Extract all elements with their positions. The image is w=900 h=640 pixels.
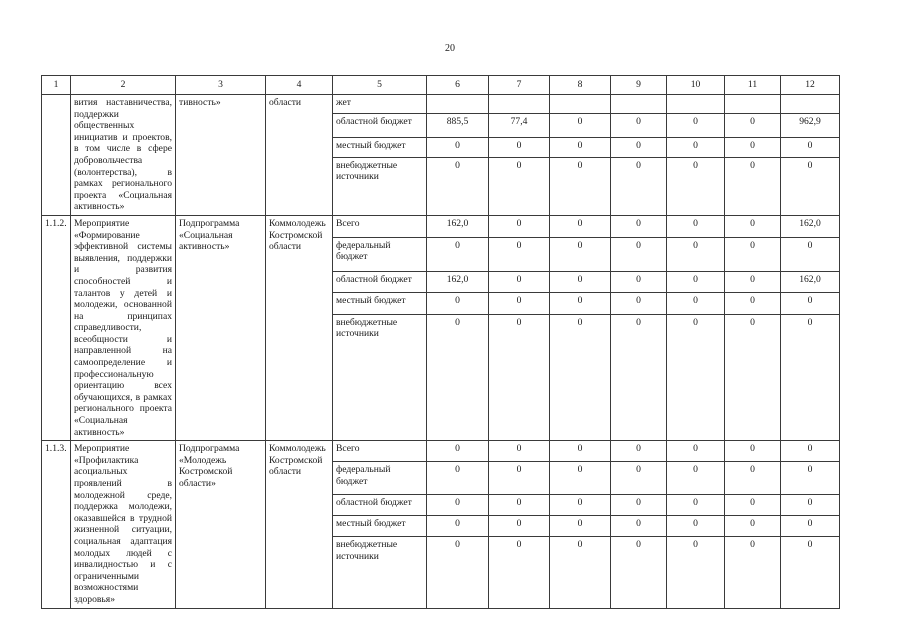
value-cell: 0 xyxy=(725,314,781,440)
value-cell: 885,5 xyxy=(427,113,489,137)
value-cell: 0 xyxy=(427,516,489,537)
value-cell: 0 xyxy=(489,462,550,495)
value-cell: 0 xyxy=(667,516,725,537)
value-cell: 0 xyxy=(427,495,489,516)
value-cell: 0 xyxy=(550,113,611,137)
value-cell: 0 xyxy=(667,215,725,237)
value-cell xyxy=(781,95,840,114)
value-cell: 0 xyxy=(725,215,781,237)
value-cell: 0 xyxy=(781,314,840,440)
table-header-row xyxy=(42,76,840,95)
value-cell: 0 xyxy=(667,237,725,271)
funding-source: федеральный бюджет xyxy=(333,462,427,495)
table-row xyxy=(42,441,840,462)
funding-source: областной бюджет xyxy=(333,271,427,293)
value-cell: 162,0 xyxy=(781,215,840,237)
value-cell: 0 xyxy=(489,215,550,237)
table-row xyxy=(42,95,840,114)
funding-source: областной бюджет xyxy=(333,113,427,137)
funding-source: внебюджетные источники xyxy=(333,157,427,215)
value-cell: 0 xyxy=(611,157,667,215)
value-cell xyxy=(725,95,781,114)
value-cell xyxy=(550,95,611,114)
activity-description: Мероприятие «Формирование эффективной системы выявления, поддержки и развития способностей и талантов у детей и молодежи, основанной на принципах справедливости, всеобщности и направленной на самоопределение и профессиональную ориентацию всех обучающихся, в рамках регионального проекта «Социальная активность» xyxy=(71,215,176,440)
value-cell: 0 xyxy=(550,157,611,215)
program-name: Подпрограмма «Социальная активность» xyxy=(176,215,266,440)
row-code: 1.1.2. xyxy=(42,215,71,440)
funding-source: федеральный бюджет xyxy=(333,237,427,271)
value-cell: 0 xyxy=(725,441,781,462)
value-cell: 0 xyxy=(550,137,611,157)
value-cell: 0 xyxy=(489,137,550,157)
column-header: 4 xyxy=(266,76,333,95)
value-cell: 0 xyxy=(427,462,489,495)
funding-source: Всего xyxy=(333,441,427,462)
value-cell: 0 xyxy=(725,137,781,157)
value-cell: 0 xyxy=(667,495,725,516)
activity-description: Мероприятие «Профилактика асоциальных проявлений в молодежной среде, поддержка молодежи, оказавшейся в трудной жизненной ситуации, социальная адаптация молодых людей с инвалидностью и с ограниченными возможностями здоровья» xyxy=(71,441,176,608)
value-cell: 162,0 xyxy=(781,271,840,293)
value-cell: 0 xyxy=(611,314,667,440)
value-cell: 0 xyxy=(781,137,840,157)
value-cell: 0 xyxy=(611,271,667,293)
value-cell: 0 xyxy=(427,293,489,315)
row-code: 1.1.3. xyxy=(42,441,71,608)
column-header: 12 xyxy=(781,76,840,95)
value-cell: 0 xyxy=(489,495,550,516)
value-cell: 0 xyxy=(550,462,611,495)
value-cell: 0 xyxy=(427,441,489,462)
value-cell: 0 xyxy=(667,113,725,137)
executor-name: области xyxy=(266,95,333,216)
column-header: 3 xyxy=(176,76,266,95)
activity-description: вития наставничества, поддержки общественных инициатив и проектов, в том числе в сфере добровольчества (волонтерства), в рамках регионального проекта «Социальная активность» xyxy=(71,95,176,216)
value-cell: 0 xyxy=(427,314,489,440)
value-cell: 0 xyxy=(667,314,725,440)
value-cell: 0 xyxy=(611,441,667,462)
value-cell: 0 xyxy=(550,516,611,537)
value-cell: 0 xyxy=(550,271,611,293)
value-cell: 0 xyxy=(781,293,840,315)
program-name: Подпрограмма «Молодежь Костромской области» xyxy=(176,441,266,608)
value-cell: 0 xyxy=(550,536,611,608)
value-cell: 0 xyxy=(550,237,611,271)
value-cell: 0 xyxy=(667,157,725,215)
value-cell: 0 xyxy=(611,516,667,537)
value-cell: 0 xyxy=(611,237,667,271)
value-cell: 0 xyxy=(611,293,667,315)
value-cell: 0 xyxy=(489,237,550,271)
value-cell: 0 xyxy=(667,462,725,495)
funding-source: местный бюджет xyxy=(333,137,427,157)
column-header: 5 xyxy=(333,76,427,95)
value-cell: 0 xyxy=(781,516,840,537)
value-cell: 0 xyxy=(489,516,550,537)
value-cell: 0 xyxy=(427,157,489,215)
value-cell: 0 xyxy=(550,495,611,516)
value-cell: 0 xyxy=(550,314,611,440)
value-cell: 0 xyxy=(781,441,840,462)
value-cell: 962,9 xyxy=(781,113,840,137)
program-name: тивность» xyxy=(176,95,266,216)
funding-source: Всего xyxy=(333,215,427,237)
column-header: 6 xyxy=(427,76,489,95)
column-header: 8 xyxy=(550,76,611,95)
value-cell: 0 xyxy=(489,314,550,440)
column-header: 10 xyxy=(667,76,725,95)
value-cell: 0 xyxy=(725,516,781,537)
value-cell: 0 xyxy=(611,113,667,137)
value-cell: 0 xyxy=(781,462,840,495)
value-cell: 162,0 xyxy=(427,271,489,293)
value-cell xyxy=(667,95,725,114)
value-cell: 0 xyxy=(550,441,611,462)
value-cell: 0 xyxy=(781,237,840,271)
value-cell: 0 xyxy=(427,137,489,157)
column-header: 9 xyxy=(611,76,667,95)
value-cell: 0 xyxy=(667,137,725,157)
value-cell: 0 xyxy=(667,271,725,293)
value-cell: 0 xyxy=(611,495,667,516)
value-cell: 0 xyxy=(427,536,489,608)
value-cell: 0 xyxy=(489,536,550,608)
funding-source: местный бюджет xyxy=(333,293,427,315)
funding-source: внебюджетные источники xyxy=(333,536,427,608)
funding-source: местный бюджет xyxy=(333,516,427,537)
value-cell: 0 xyxy=(725,113,781,137)
row-code xyxy=(42,95,71,216)
budget-table xyxy=(41,75,840,609)
column-header: 1 xyxy=(42,76,71,95)
value-cell: 0 xyxy=(611,536,667,608)
table-row xyxy=(42,215,840,237)
value-cell: 0 xyxy=(781,495,840,516)
value-cell: 0 xyxy=(550,215,611,237)
value-cell: 0 xyxy=(550,293,611,315)
value-cell: 0 xyxy=(611,462,667,495)
value-cell xyxy=(611,95,667,114)
value-cell: 77,4 xyxy=(489,113,550,137)
page-number: 20 xyxy=(445,43,455,54)
value-cell: 0 xyxy=(489,157,550,215)
value-cell: 0 xyxy=(725,462,781,495)
value-cell: 0 xyxy=(427,237,489,271)
value-cell: 162,0 xyxy=(427,215,489,237)
value-cell: 0 xyxy=(611,215,667,237)
value-cell: 0 xyxy=(611,137,667,157)
value-cell: 0 xyxy=(489,441,550,462)
column-header: 11 xyxy=(725,76,781,95)
value-cell: 0 xyxy=(489,293,550,315)
value-cell: 0 xyxy=(667,441,725,462)
value-cell: 0 xyxy=(781,536,840,608)
funding-source: жет xyxy=(333,95,427,114)
value-cell: 0 xyxy=(725,495,781,516)
funding-source: областной бюджет xyxy=(333,495,427,516)
value-cell: 0 xyxy=(725,536,781,608)
value-cell: 0 xyxy=(725,293,781,315)
value-cell: 0 xyxy=(725,157,781,215)
column-header: 2 xyxy=(71,76,176,95)
value-cell xyxy=(427,95,489,114)
value-cell: 0 xyxy=(725,271,781,293)
value-cell: 0 xyxy=(667,536,725,608)
value-cell: 0 xyxy=(781,157,840,215)
value-cell: 0 xyxy=(667,293,725,315)
column-header: 7 xyxy=(489,76,550,95)
executor-name: Коммолодежь Костромской области xyxy=(266,215,333,440)
value-cell: 0 xyxy=(725,237,781,271)
value-cell: 0 xyxy=(489,271,550,293)
executor-name: Коммолодежь Костромской области xyxy=(266,441,333,608)
value-cell xyxy=(489,95,550,114)
funding-source: внебюджетные источники xyxy=(333,314,427,440)
